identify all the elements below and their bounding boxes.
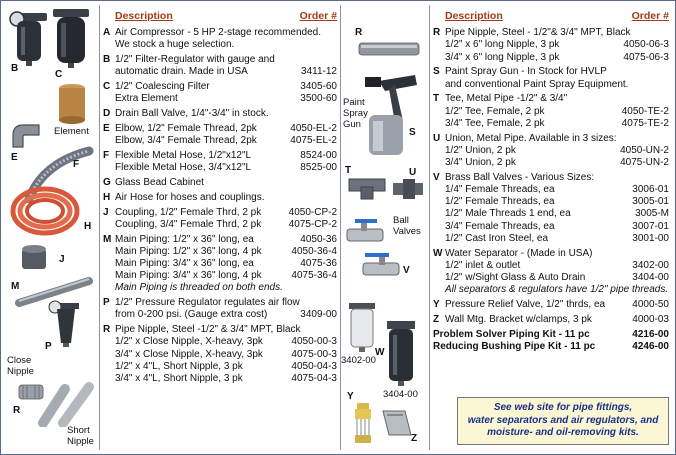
product-description [433, 248, 592, 260]
description-text: Main Piping: 3/4" x 36" long, ea [115, 258, 254, 269]
description-text: Main Piping: 1/2" x 36" long, 4 pk [115, 245, 262, 257]
pipe-nipple-image [357, 39, 421, 59]
product-description [103, 66, 248, 78]
description-text: Pipe Nipple, Steel -1/2" & 3/4" MPT, Black [115, 324, 301, 336]
product-group [103, 27, 337, 51]
order-number: 4050-UN-2 [620, 144, 669, 156]
order-number: 4050-EL-2 [290, 123, 337, 134]
item-letter: E [103, 123, 110, 134]
product-group [103, 108, 337, 120]
product-description [433, 118, 545, 130]
product-description [433, 106, 545, 118]
description-text: 1/2" Filter-Regulator with gauge and [115, 54, 275, 66]
product-line [433, 39, 669, 51]
order-number: 4075-36 [300, 258, 337, 269]
order-number: 4050-00-3 [291, 336, 337, 348]
pressure-relief-valve-image [351, 401, 375, 445]
product-group [103, 54, 337, 78]
description-text: Main Piping: 1/2" x 36" long, ea [115, 233, 254, 245]
water-separator-image-3402 [347, 301, 377, 353]
divider-1 [99, 5, 100, 450]
product-description [433, 196, 555, 208]
description-text: 3/4" Union, 2 pk [445, 157, 516, 169]
description-text: 1/2" Female Threads, ea [445, 196, 555, 208]
product-line [433, 118, 669, 130]
order-number: 4050-36 [300, 233, 337, 245]
item-letter: A [103, 27, 111, 39]
description-text: 1/2" Coalescing Filter [115, 81, 210, 93]
order-number: 4075-04-3 [291, 373, 337, 385]
kit-order-number: 4216-00 [632, 328, 669, 340]
label-e: E [11, 152, 18, 163]
product-note: All separators & regulators have 1/2" pipe threads. [445, 284, 669, 296]
product-group [103, 123, 337, 147]
description-text: Water Separator - (Made in USA) [445, 247, 593, 259]
product-group [103, 81, 337, 105]
description-text: Brass Ball Valves - Various Sizes: [445, 171, 595, 183]
description-text: Wall Mtg. Bracket w/clamps, 3 pk [445, 313, 592, 325]
product-line [433, 27, 669, 39]
product-line [103, 324, 337, 336]
description-text: Tee, Metal Pipe -1/2" & 3/4" [445, 93, 568, 105]
product-description [103, 93, 178, 105]
product-line [103, 192, 337, 204]
product-description [103, 192, 265, 204]
order-number: 4075-CP-2 [288, 218, 337, 230]
item-letter: D [103, 108, 111, 120]
product-description [103, 81, 210, 93]
product-description [433, 272, 585, 284]
label-m: M [11, 281, 20, 292]
item-letter: Z [433, 313, 440, 325]
description-text: from 0-200 psi. (Gauge extra cost) [115, 309, 268, 321]
product-line [103, 66, 337, 78]
filter-element-image [57, 83, 87, 125]
description-text: 3/4" Female Threads, ea [445, 220, 555, 232]
product-description [433, 145, 516, 157]
label-c: C [55, 69, 63, 80]
product-line [103, 93, 337, 105]
product-description [103, 108, 269, 120]
product-line [103, 361, 337, 373]
product-line [103, 258, 337, 270]
label-short-nipple: Short Nipple [67, 425, 94, 447]
description-text: Air Hose for hoses and couplings. [115, 191, 265, 203]
order-number: 3411-12 [301, 66, 337, 78]
coalescing-filter-image [51, 7, 91, 69]
order-number: 3001-00 [632, 232, 669, 244]
product-note: Main Piping is threaded on both ends. [115, 282, 283, 294]
label-f: F [73, 159, 80, 170]
tee-image [347, 171, 387, 201]
product-line [433, 66, 669, 78]
right-product-list [433, 10, 669, 353]
description-text: Elbow, 1/2" Female Thread, 2pk [115, 123, 257, 134]
order-heading: Order # [299, 10, 337, 22]
description-text: Paint Spray Gun - In Stock for HVLP [445, 66, 607, 78]
order-number: 3405-60 [300, 81, 337, 93]
kits-list [433, 329, 669, 353]
product-line [433, 248, 669, 260]
product-group [103, 207, 337, 231]
product-description [433, 66, 607, 78]
product-line [103, 373, 337, 385]
description-text: Pressure Relief Valve, 1/2" thrds, ea [445, 299, 606, 311]
product-description [103, 324, 301, 336]
product-line [103, 336, 337, 348]
product-description [433, 172, 594, 184]
left-header [103, 10, 337, 22]
description-text: 3/4" x 6" long Nipple, 3 pk [445, 51, 560, 63]
callout-line: water separators and air regulators, and [467, 414, 659, 426]
item-letter: F [103, 150, 110, 161]
description-text: 1/4" Female Threads, ea [445, 184, 555, 196]
order-number: 4075-00-3 [291, 348, 337, 360]
label-p: P [45, 341, 52, 352]
order-number: 3404-00 [632, 272, 669, 284]
description-heading-right: Description [445, 10, 503, 22]
description-text: Coupling, 3/4" Female Thrd, 2 pk [115, 218, 262, 230]
product-description [103, 219, 261, 231]
order-heading-right: Order # [631, 10, 669, 22]
ball-valve-image-1 [345, 217, 385, 247]
product-description [103, 361, 243, 373]
order-number: 4075-EL-2 [290, 135, 337, 147]
product-description [433, 133, 617, 145]
wall-bracket-image [379, 405, 415, 441]
description-text: Main Piping: 3/4" x 36" long, 4 pk [115, 270, 262, 282]
order-number: 4000-50 [632, 299, 669, 311]
order-number: 3005-M [635, 208, 669, 220]
product-description [103, 336, 263, 348]
product-line [103, 54, 337, 66]
product-description [433, 184, 555, 196]
item-letter: V [433, 171, 440, 183]
description-text: 1/2" Male Threads 1 end, ea [445, 208, 571, 220]
product-group [103, 297, 337, 321]
product-group [433, 133, 669, 170]
order-number: 4075-UN-2 [620, 157, 669, 169]
product-description [433, 208, 571, 220]
label-b: B [11, 63, 19, 74]
order-number: 8524-00 [300, 150, 337, 161]
product-description [433, 157, 516, 169]
item-letter: T [433, 93, 440, 105]
product-line [103, 27, 337, 39]
product-line [433, 157, 669, 169]
description-text: 3/4" x Close Nipple, X-heavy, 3pk [115, 348, 263, 360]
right-header [433, 10, 669, 22]
product-line [433, 260, 669, 272]
product-group [103, 177, 337, 189]
air-hose-image [9, 181, 92, 241]
label-close-nipple: Close Nipple [7, 355, 34, 377]
product-group [433, 93, 669, 130]
product-description [103, 54, 275, 66]
description-text: 1/2" Pressure Regulator regulates air flow [115, 297, 300, 309]
short-nipple-image [37, 379, 95, 427]
description-text: Elbow, 3/4" Female Thread, 2pk [115, 135, 257, 147]
product-line [103, 246, 337, 258]
product-line [433, 272, 669, 284]
product-description [103, 39, 234, 51]
order-number: 3006-01 [632, 184, 669, 196]
coupling-image [19, 243, 49, 273]
product-description [103, 234, 254, 246]
product-line [433, 184, 669, 196]
order-number: 3500-60 [300, 93, 337, 105]
product-line [433, 196, 669, 208]
description-text: 1/2" w/Sight Glass & Auto Drain [445, 272, 586, 284]
description-text: Drain Ball Valve, 1/4"-3/4" in stock. [115, 108, 269, 120]
product-line [103, 135, 337, 147]
order-number: 4000-03 [632, 313, 669, 325]
description-text: 1/2" inlet & outlet [445, 259, 521, 271]
description-text: 1/2" x 4"L, Short Nipple, 3 pk [115, 360, 243, 372]
left-product-list [103, 10, 337, 388]
paint-spray-gun-image [359, 61, 427, 157]
label-t: T [345, 165, 352, 176]
order-number: 4075-06-3 [623, 51, 669, 63]
description-text: Glass Bead Cabinet [115, 177, 204, 188]
product-description [103, 135, 257, 147]
order-number: 4075-TE-2 [621, 117, 669, 129]
product-description [103, 373, 243, 385]
description-text: Coupling, 1/2" Female Thrd, 2 pk [115, 206, 262, 218]
product-description [103, 309, 267, 321]
product-group [433, 314, 669, 326]
website-callout [457, 397, 669, 445]
product-line [433, 79, 669, 91]
product-group [103, 234, 337, 295]
product-description [433, 52, 559, 64]
product-line [103, 207, 337, 219]
description-text: 1/2" Cast Iron Steel, ea [445, 232, 549, 244]
product-line [103, 219, 337, 231]
item-letter: C [103, 81, 111, 93]
label-ball-valves: Ball Valves [393, 215, 421, 237]
description-text: 1/2" x Close Nipple, X-heavy, 3pk [115, 336, 263, 348]
product-description [103, 162, 251, 174]
product-line [433, 133, 669, 145]
order-number: 8525-00 [300, 162, 337, 174]
product-group [103, 192, 337, 204]
kit-order-number: 4246-00 [632, 340, 669, 352]
product-line [103, 162, 337, 174]
divider-3 [429, 5, 430, 450]
order-number: 4075-36-4 [291, 270, 337, 282]
product-line [103, 349, 337, 361]
item-letter: U [433, 132, 441, 144]
product-line [433, 233, 669, 245]
product-line [103, 81, 337, 93]
kit-name: Reducing Bushing Pipe Kit - 11 pc [433, 340, 596, 352]
product-group [433, 172, 669, 245]
product-line [433, 93, 669, 105]
description-text: Extra Element [115, 93, 178, 105]
product-line [433, 208, 669, 220]
product-group [433, 27, 669, 64]
kit-line [433, 341, 669, 353]
product-description [433, 299, 605, 311]
product-group [103, 150, 337, 174]
order-number: 3005-01 [632, 196, 669, 208]
description-text: Air Compressor - 5 HP 2-stage recommended. [115, 27, 322, 39]
ball-valve-image-2 [361, 251, 401, 281]
item-letter: Y [433, 299, 440, 311]
label-y: Y [347, 391, 354, 402]
description-text: 3/4" x 4"L, Short Nipple, 3 pk [115, 373, 243, 385]
product-group [433, 299, 669, 311]
product-description [103, 246, 262, 258]
item-letter: P [103, 297, 110, 309]
label-j: J [59, 254, 65, 265]
product-line [433, 299, 669, 311]
product-line [103, 39, 337, 51]
description-text: 3/4" Tee, Female, 2 pk [445, 117, 545, 129]
right-items [433, 27, 669, 326]
description-text: 1/2" Union, 2 pk [445, 144, 516, 156]
product-description [433, 39, 559, 51]
order-number: 4050-06-3 [623, 39, 669, 51]
product-description [103, 270, 262, 282]
label-element: Element [54, 126, 89, 137]
product-description [103, 150, 251, 162]
filter-regulator-image [7, 9, 51, 67]
product-line [103, 177, 337, 189]
callout-line: moisture- and oil-removing kits. [487, 427, 639, 438]
product-description [103, 177, 204, 189]
product-line [103, 234, 337, 246]
label-r-left: R [13, 405, 21, 416]
label-r-mid: R [355, 27, 363, 38]
order-number: 3409-00 [300, 309, 337, 321]
description-text: Union, Metal Pipe. Available in 3 sizes: [445, 132, 617, 144]
divider-2 [340, 5, 341, 450]
product-description [433, 260, 520, 272]
kit-line [433, 329, 669, 341]
product-line [433, 221, 669, 233]
item-letter: W [433, 247, 443, 259]
label-paint-spray-gun: Paint Spray Gun [343, 97, 368, 130]
union-image [391, 177, 425, 201]
order-number: 3007-01 [632, 220, 669, 232]
product-description [103, 27, 321, 39]
product-line [103, 123, 337, 135]
product-description [433, 27, 631, 39]
order-number: 4050-TE-2 [621, 105, 669, 117]
product-line [103, 108, 337, 120]
description-text: automatic drain. Made in USA [115, 66, 248, 78]
product-description [103, 349, 263, 361]
product-line [433, 172, 669, 184]
product-line [433, 145, 669, 157]
item-letter: B [103, 54, 111, 66]
order-number: 3402-00 [632, 259, 669, 271]
product-line [433, 52, 669, 64]
description-text: Pipe Nipple, Steel - 1/2"& 3/4" MPT, Black [445, 27, 631, 39]
label-w: W [375, 347, 385, 358]
product-description [103, 123, 257, 135]
product-line [433, 106, 669, 118]
label-z: Z [411, 433, 418, 444]
item-letter: S [433, 66, 440, 78]
label-s: S [409, 127, 416, 138]
product-description [103, 207, 261, 219]
product-line [103, 309, 337, 321]
item-letter: H [103, 191, 111, 203]
item-letter: G [103, 177, 111, 188]
item-letter: J [103, 206, 109, 218]
product-description [103, 258, 254, 270]
order-number: 4050-04-3 [291, 360, 337, 372]
description-text: Flexible Metal Hose, 3/4"x12"L [115, 162, 252, 174]
order-number: 4050-36-4 [291, 245, 337, 257]
left-items [103, 27, 337, 385]
order-number: 4050-CP-2 [288, 206, 337, 218]
description-text: 1/2" x 6" long Nipple, 3 pk [445, 39, 560, 51]
product-description [103, 297, 300, 309]
description-text: and conventional Paint Spray Equipment. [445, 78, 629, 90]
label-code-3402: 3402-00 [341, 355, 376, 366]
label-code-3404: 3404-00 [383, 389, 418, 400]
product-description [433, 221, 555, 233]
kit-name: Problem Solver Piping Kit - 11 pc [433, 328, 590, 340]
product-group [103, 324, 337, 385]
product-group [433, 66, 669, 90]
product-description [433, 79, 628, 91]
product-line [433, 314, 669, 326]
water-separator-image-3404 [385, 319, 417, 387]
description-text: We stock a huge selection. [115, 39, 235, 51]
product-line [103, 150, 337, 162]
product-description [433, 93, 567, 105]
description-text: 1/2" Tee, Female, 2 pk [445, 105, 545, 117]
callout-line: See web site for pipe fittings, [493, 402, 633, 413]
item-letter: R [433, 27, 441, 39]
description-text: Flexible Metal Hose, 1/2"x12"L [115, 150, 252, 161]
label-u: U [409, 167, 417, 178]
description-heading: Description [115, 10, 173, 22]
product-line [103, 270, 337, 282]
item-letter: R [103, 324, 111, 336]
item-letter: M [103, 233, 112, 245]
product-description [433, 233, 548, 245]
pressure-regulator-image [47, 299, 83, 349]
label-h: H [84, 221, 92, 232]
label-v: V [403, 265, 410, 276]
product-group [433, 248, 669, 297]
product-line [103, 297, 337, 309]
product-description [433, 314, 592, 326]
